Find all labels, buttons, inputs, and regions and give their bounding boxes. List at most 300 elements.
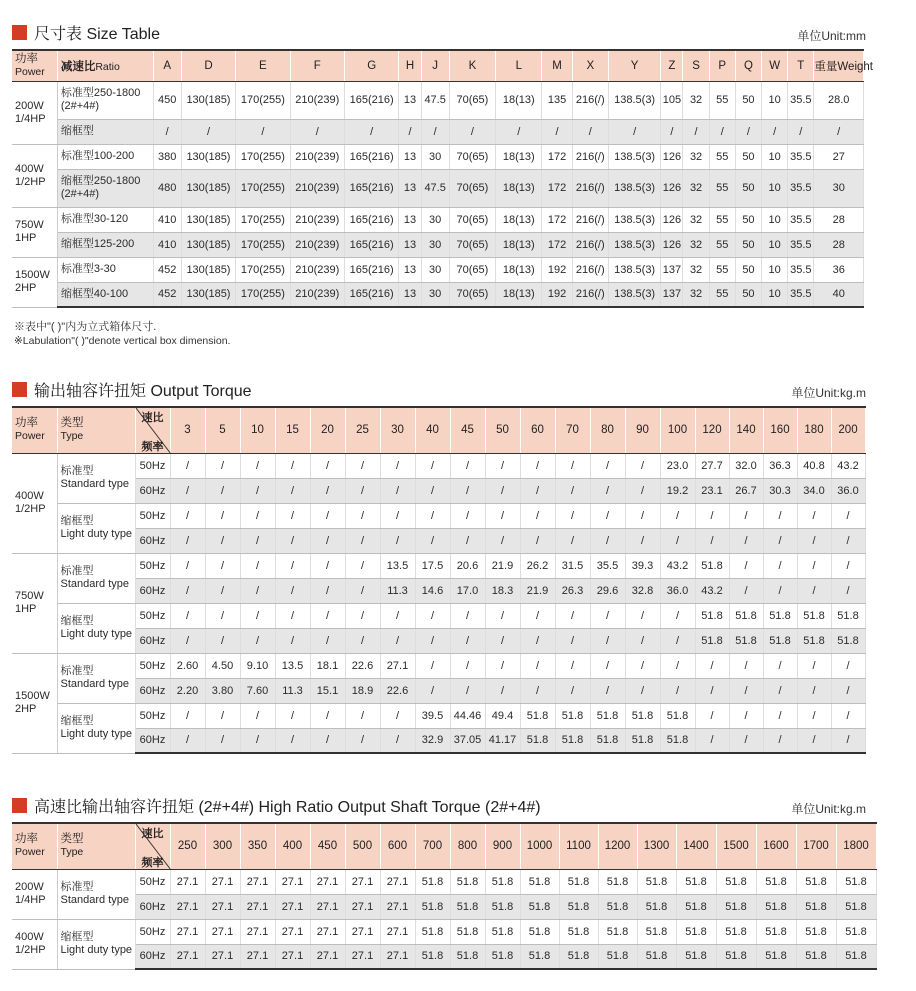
value-cell: 4.50 [205, 653, 240, 678]
value-cell: / [240, 728, 275, 753]
ratio-header: 1300 [637, 823, 676, 869]
value-cell: 32 [683, 81, 709, 119]
section-marker-icon [12, 382, 27, 397]
value-cell: 51.8 [450, 944, 485, 969]
value-cell: 51.8 [756, 919, 796, 944]
value-cell: 10 [762, 257, 788, 282]
power-column-header: 功率 Power [12, 50, 57, 81]
value-cell: / [170, 728, 205, 753]
value-cell: 27.1 [345, 944, 380, 969]
value-cell: 43.2 [831, 453, 865, 478]
high-ratio-table-heading [12, 794, 541, 816]
high-ratio-table-title: 高速比输出轴容许扭矩 (2#+4#) High Ratio Output Shaft Torque (2#+4#) [34, 798, 541, 816]
value-cell: 70(65) [449, 81, 495, 119]
value-cell: / [797, 528, 831, 553]
value-cell: / [797, 553, 831, 578]
value-cell: / [520, 503, 555, 528]
value-cell: 18(13) [496, 81, 542, 119]
value-cell: 55 [709, 207, 735, 232]
value-cell: / [415, 478, 450, 503]
value-cell: 410 [153, 232, 181, 257]
value-cell: / [170, 628, 205, 653]
type-name-en: Standard type [60, 478, 129, 490]
ratio-header: 120 [695, 407, 729, 453]
table-row [12, 869, 916, 894]
dimension-header: A [153, 50, 181, 81]
frequency-cell: 60Hz [135, 478, 170, 503]
value-cell: 51.8 [555, 703, 590, 728]
value-cell: / [542, 119, 572, 144]
value-cell: 23.1 [695, 478, 729, 503]
power-cell: 400W 1/2HP [12, 144, 57, 207]
value-cell: / [275, 628, 310, 653]
type-name: 缩框型 [60, 931, 94, 943]
dimension-header: Z [661, 50, 683, 81]
value-cell: 138.5(3) [608, 81, 660, 119]
value-cell: / [153, 119, 181, 144]
value-cell: / [240, 628, 275, 653]
value-cell: 30 [421, 144, 449, 169]
torque-table-heading [12, 378, 252, 400]
dimension-header: P [709, 50, 735, 81]
value-cell: 51.8 [831, 628, 865, 653]
size-table-title: 尺寸表 Size Table [34, 25, 160, 43]
value-cell: 70(65) [449, 207, 495, 232]
ratio-header: 800 [450, 823, 485, 869]
value-cell: 13 [399, 232, 421, 257]
value-cell: 55 [709, 282, 735, 307]
frequency-cell: 50Hz [135, 703, 170, 728]
type-name: 标准型 [60, 465, 94, 477]
value-cell: 27.1 [170, 944, 205, 969]
value-cell: / [831, 728, 865, 753]
ratio-header: 30 [380, 407, 415, 453]
value-cell: 27.1 [380, 869, 415, 894]
value-cell: / [485, 503, 520, 528]
frequency-label: 频率 [141, 856, 164, 869]
value-cell: 27.1 [205, 919, 240, 944]
value-cell: 27.1 [205, 869, 240, 894]
value-cell: 216(/) [572, 257, 608, 282]
type-cell: 缩框型250-1800 (2#+4#) [57, 169, 153, 207]
value-cell: / [763, 578, 797, 603]
value-cell: 27.1 [170, 869, 205, 894]
value-cell: 210(239) [290, 81, 344, 119]
value-cell: 51.8 [716, 869, 756, 894]
type-cell: 标准型100-200 [57, 144, 153, 169]
value-cell: 51.8 [450, 869, 485, 894]
value-cell: 130(185) [181, 257, 235, 282]
value-cell: / [831, 528, 865, 553]
value-cell: 51.8 [415, 919, 450, 944]
value-cell: 137 [661, 257, 683, 282]
value-cell: / [345, 578, 380, 603]
value-cell: 51.8 [520, 703, 555, 728]
ratio-header: 600 [380, 823, 415, 869]
value-cell: / [345, 603, 380, 628]
value-cell: 41.17 [485, 728, 520, 753]
value-cell: 105 [661, 81, 683, 119]
value-cell: 51.8 [756, 944, 796, 969]
type-cell: 标准型3-30 [57, 257, 153, 282]
ratio-header: 40 [415, 407, 450, 453]
value-cell: / [450, 628, 485, 653]
frequency-cell: 50Hz [135, 603, 170, 628]
dimension-header: L [496, 50, 542, 81]
value-cell: / [236, 119, 290, 144]
table-row [12, 257, 864, 282]
value-cell: 27.1 [380, 944, 415, 969]
value-cell: 27.1 [240, 919, 275, 944]
value-cell: / [762, 119, 788, 144]
value-cell: / [763, 653, 797, 678]
value-cell: / [590, 628, 625, 653]
value-cell: 51.8 [796, 869, 836, 894]
value-cell: 138.5(3) [608, 169, 660, 207]
value-cell: / [415, 528, 450, 553]
value-cell: 51.8 [797, 603, 831, 628]
value-cell: / [831, 703, 865, 728]
value-cell: 138.5(3) [608, 282, 660, 307]
value-cell: / [415, 678, 450, 703]
value-cell: / [555, 653, 590, 678]
ratio-header: 1200 [598, 823, 637, 869]
value-cell: 28 [814, 207, 864, 232]
value-cell: / [345, 703, 380, 728]
value-cell: / [485, 628, 520, 653]
value-cell: 55 [709, 257, 735, 282]
value-cell: 30 [421, 282, 449, 307]
value-cell: / [695, 528, 729, 553]
value-cell: 13 [399, 257, 421, 282]
table-row [12, 919, 916, 944]
value-cell: / [683, 119, 709, 144]
value-cell: 51.8 [831, 603, 865, 628]
value-cell: / [695, 728, 729, 753]
value-cell: 13.5 [380, 553, 415, 578]
value-cell: / [205, 603, 240, 628]
value-cell: / [310, 728, 345, 753]
value-cell: 3.80 [205, 678, 240, 703]
ratio-header: 5 [205, 407, 240, 453]
value-cell: 13 [399, 169, 421, 207]
frequency-cell: 60Hz [135, 628, 170, 653]
value-cell: 55 [709, 81, 735, 119]
size-table-heading [12, 21, 160, 43]
value-cell: / [240, 703, 275, 728]
table-row [12, 282, 864, 307]
value-cell: / [240, 528, 275, 553]
value-cell: / [625, 528, 660, 553]
value-cell: 51.8 [716, 894, 756, 919]
value-cell: / [345, 478, 380, 503]
value-cell: / [275, 728, 310, 753]
type-name: 缩框型 [60, 515, 94, 527]
value-cell: 165(216) [344, 144, 398, 169]
value-cell: 21.9 [520, 578, 555, 603]
value-cell: 51.8 [716, 919, 756, 944]
value-cell: / [310, 503, 345, 528]
power-cell: 1500W 2HP [12, 257, 57, 307]
value-cell: 51.8 [729, 628, 763, 653]
value-cell: 35.5 [788, 232, 814, 257]
value-cell: 51.8 [796, 894, 836, 919]
frequency-cell: 50Hz [135, 653, 170, 678]
ratio-header: 45 [450, 407, 485, 453]
value-cell: / [380, 503, 415, 528]
value-cell: / [625, 453, 660, 478]
value-cell: / [275, 578, 310, 603]
ratio-header: 15 [275, 407, 310, 453]
value-cell: / [415, 653, 450, 678]
type-name: 缩框型 [60, 715, 94, 727]
value-cell: / [450, 453, 485, 478]
ratio-header: 180 [797, 407, 831, 453]
value-cell: 51.8 [485, 894, 520, 919]
value-cell: 27.1 [275, 869, 310, 894]
power-column-header-sub: Power [15, 65, 45, 78]
value-cell: / [485, 453, 520, 478]
value-cell: 51.8 [763, 628, 797, 653]
ratio-header: 1600 [756, 823, 796, 869]
value-cell: / [275, 703, 310, 728]
value-cell: 51.8 [625, 703, 660, 728]
value-cell: 165(216) [344, 207, 398, 232]
value-cell: 51.8 [756, 869, 796, 894]
value-cell: / [380, 478, 415, 503]
value-cell: / [485, 653, 520, 678]
value-cell: 50 [735, 207, 761, 232]
value-cell: / [555, 453, 590, 478]
table-row [12, 169, 864, 207]
value-cell: / [695, 503, 729, 528]
type-cell: 缩框型 [57, 119, 153, 144]
ratio-header: 1100 [559, 823, 598, 869]
type-column-header: 类型 Type [57, 823, 135, 869]
value-cell: 51.8 [598, 919, 637, 944]
value-cell: / [520, 653, 555, 678]
value-cell: 27.1 [240, 869, 275, 894]
type-name: 标准型 [60, 565, 94, 577]
table-row [12, 119, 864, 144]
value-cell: 50 [735, 257, 761, 282]
value-cell: 51.8 [598, 894, 637, 919]
value-cell: / [181, 119, 235, 144]
value-cell: 36.3 [763, 453, 797, 478]
value-cell: / [590, 478, 625, 503]
value-cell: / [399, 119, 421, 144]
value-cell: / [729, 553, 763, 578]
value-cell: 130(185) [181, 282, 235, 307]
value-cell: / [520, 678, 555, 703]
power-cell: 1500W 2HP [12, 653, 57, 753]
value-cell: 51.8 [676, 944, 716, 969]
value-cell: / [205, 503, 240, 528]
ratio-header: 200 [831, 407, 865, 453]
value-cell: / [310, 553, 345, 578]
value-cell: / [608, 119, 660, 144]
value-cell: / [485, 603, 520, 628]
value-cell: 216(/) [572, 144, 608, 169]
value-cell: / [345, 528, 380, 553]
table-row [12, 553, 865, 578]
value-cell: 51.8 [450, 919, 485, 944]
value-cell: / [310, 703, 345, 728]
value-cell: 51.8 [520, 728, 555, 753]
dimension-header: T [788, 50, 814, 81]
table-row [12, 503, 865, 528]
value-cell: 2.60 [170, 653, 205, 678]
type-name-en: Light duty type [60, 528, 133, 540]
power-column-header-sub: Power [15, 430, 45, 443]
value-cell: / [763, 503, 797, 528]
value-cell: / [310, 528, 345, 553]
value-cell: / [275, 478, 310, 503]
value-cell: / [205, 628, 240, 653]
value-cell: 51.8 [836, 869, 876, 894]
ratio-header: 250 [170, 823, 205, 869]
value-cell: / [380, 703, 415, 728]
value-cell: 51.8 [695, 553, 729, 578]
value-cell: / [695, 678, 729, 703]
value-cell: 27.1 [380, 894, 415, 919]
value-cell: 27.1 [345, 869, 380, 894]
value-cell: 51.8 [485, 869, 520, 894]
value-cell: 37.05 [450, 728, 485, 753]
value-cell: 216(/) [572, 81, 608, 119]
value-cell: / [763, 553, 797, 578]
frequency-cell: 60Hz [135, 578, 170, 603]
value-cell: / [415, 628, 450, 653]
value-cell: / [797, 703, 831, 728]
value-cell: 51.8 [637, 944, 676, 969]
value-cell: 30 [421, 257, 449, 282]
frequency-cell: 60Hz [135, 944, 170, 969]
value-cell: 51.8 [520, 869, 559, 894]
value-cell: / [380, 603, 415, 628]
power-cell: 200W 1/4HP [12, 869, 57, 919]
value-cell: 36.0 [831, 478, 865, 503]
type-name-en: Standard type [60, 578, 129, 590]
value-cell: 11.3 [380, 578, 415, 603]
value-cell: / [695, 653, 729, 678]
value-cell: 170(255) [236, 144, 290, 169]
value-cell: 29.6 [590, 578, 625, 603]
value-cell: 216(/) [572, 207, 608, 232]
power-column-header: 功率 Power [12, 407, 57, 453]
value-cell: 23.0 [660, 453, 695, 478]
value-cell: / [729, 578, 763, 603]
value-cell: 35.5 [788, 144, 814, 169]
value-cell: / [590, 453, 625, 478]
value-cell: / [380, 628, 415, 653]
dimension-header: K [449, 50, 495, 81]
value-cell: 18(13) [496, 169, 542, 207]
value-cell: / [729, 528, 763, 553]
value-cell: 170(255) [236, 257, 290, 282]
value-cell: 130(185) [181, 144, 235, 169]
value-cell: 130(185) [181, 232, 235, 257]
ratio-frequency-diagonal-header [135, 823, 170, 869]
value-cell: 35.5 [788, 81, 814, 119]
value-cell: / [170, 578, 205, 603]
type-column-header-sub: Type [60, 846, 84, 859]
type-name-en: Light duty type [60, 944, 133, 956]
value-cell: 165(216) [344, 257, 398, 282]
ratio-header: 1500 [716, 823, 756, 869]
value-cell: / [345, 728, 380, 753]
dimension-header: J [421, 50, 449, 81]
value-cell: 480 [153, 169, 181, 207]
ratio-header: 70 [555, 407, 590, 453]
value-cell: 55 [709, 144, 735, 169]
value-cell: 165(216) [344, 169, 398, 207]
value-cell: 51.8 [676, 894, 716, 919]
value-cell: 51.8 [637, 919, 676, 944]
value-cell: / [170, 503, 205, 528]
value-cell: / [555, 678, 590, 703]
dimension-header: D [181, 50, 235, 81]
table-row [12, 144, 864, 169]
value-cell: 51.8 [559, 919, 598, 944]
value-cell: 26.7 [729, 478, 763, 503]
ratio-header: 900 [485, 823, 520, 869]
ratio-header: 3 [170, 407, 205, 453]
value-cell: 32.0 [729, 453, 763, 478]
value-cell: 50 [735, 81, 761, 119]
value-cell: 55 [709, 169, 735, 207]
value-cell: 210(239) [290, 207, 344, 232]
ratio-header: 20 [310, 407, 345, 453]
value-cell: / [797, 503, 831, 528]
value-cell: 22.6 [345, 653, 380, 678]
value-cell: / [625, 628, 660, 653]
value-cell: 51.8 [590, 728, 625, 753]
value-cell: / [625, 503, 660, 528]
value-cell: 17.0 [450, 578, 485, 603]
value-cell: / [831, 553, 865, 578]
value-cell: / [415, 453, 450, 478]
value-cell: 137 [661, 282, 683, 307]
value-cell: 18(13) [496, 144, 542, 169]
value-cell: 51.8 [637, 894, 676, 919]
value-cell: / [729, 653, 763, 678]
value-cell: / [275, 453, 310, 478]
value-cell: / [660, 653, 695, 678]
value-cell: / [729, 703, 763, 728]
value-cell: / [240, 478, 275, 503]
value-cell: 35.5 [788, 169, 814, 207]
value-cell: / [660, 678, 695, 703]
value-cell: / [590, 528, 625, 553]
value-cell: 51.8 [796, 944, 836, 969]
value-cell: 51.8 [836, 894, 876, 919]
ratio-header: 700 [415, 823, 450, 869]
value-cell: 9.10 [240, 653, 275, 678]
value-cell: / [415, 503, 450, 528]
value-cell: / [660, 503, 695, 528]
type-cell [57, 869, 135, 919]
value-cell: / [205, 728, 240, 753]
value-cell: 27.1 [310, 919, 345, 944]
value-cell: 210(239) [290, 232, 344, 257]
value-cell: / [661, 119, 683, 144]
value-cell: 40 [814, 282, 864, 307]
dimension-header: Q [735, 50, 761, 81]
value-cell: 22.6 [380, 678, 415, 703]
ratio-header: 1000 [520, 823, 559, 869]
size-table [12, 49, 873, 308]
